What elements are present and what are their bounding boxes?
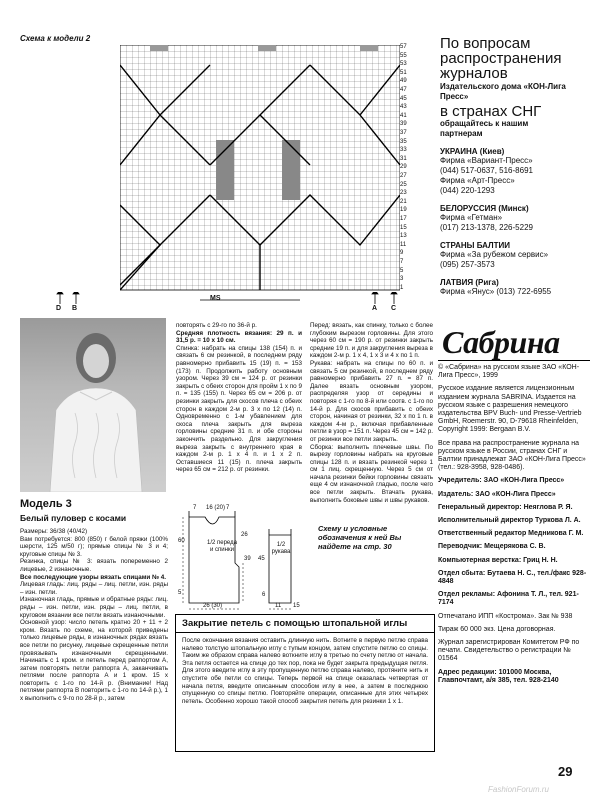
marker-d: D — [56, 305, 62, 312]
row-number: 7 — [400, 259, 404, 265]
imprint — [438, 364, 590, 690]
row-number: 29 — [400, 164, 407, 171]
dim-label: 26 (30) — [203, 603, 223, 609]
region-line: Фирма «Гетман» — [440, 213, 503, 222]
row-number: 35 — [400, 138, 407, 145]
row-number: 53 — [400, 61, 407, 68]
marker-c: C — [391, 305, 397, 312]
ad-cis: в странах СНГ — [440, 103, 542, 120]
row-number: 55 — [400, 52, 407, 59]
model-number: Модель 3 — [20, 498, 72, 510]
chart-row-numbers — [400, 44, 420, 294]
ad-publisher: Издательского дома «КОН-Лига Пресс» — [440, 82, 566, 101]
instructions-col-2 — [176, 322, 302, 474]
sabrina-logo: Сабрина — [442, 324, 560, 360]
diagram-note: Схему и условные обозначения к ней Вы найдете на стр. 30 — [318, 524, 402, 551]
region-line: Фирма «Арт-Пресс» — [440, 176, 515, 185]
dim-label: 26 — [241, 532, 248, 538]
imprint-line: Адрес редакции: 101000 Москва, Главпочтамт, а/я 385, тел. 928-2140 — [438, 668, 559, 684]
imprint-line: Компьютерная верстка: Гриц Н. Н. — [438, 556, 558, 564]
region-line: Фирма «За рубежом сервис» — [440, 250, 549, 259]
row-number: 37 — [400, 130, 407, 136]
region-line: Фирма «Янус» (013) 722-6955 — [440, 287, 552, 296]
row-number: 21 — [400, 198, 407, 205]
watermark: FashionForum.ru — [488, 785, 549, 794]
instruction-para: Вам потребуется: 800 (850) г белой пряжи (100% шерсти, 125 м/50 г); прямые спицы № 3 и 4; круговые спицы № 3. — [20, 535, 168, 558]
tip-box — [175, 614, 435, 752]
dim-label: 7 — [193, 505, 197, 511]
imprint-line: Журнал зарегистрирован Комитетом РФ по печати. Свидетельство о регистрации № 01564 — [438, 639, 580, 663]
region-title: ЛАТВИЯ (Рига) — [440, 278, 499, 287]
imprint-line: Тираж 60 000 экз. Цена договорная. — [438, 625, 556, 633]
row-number: 17 — [400, 216, 407, 222]
instruction-para: Основной узор: число петель кратно 20 + 11 + 2 кром. Вязать по схеме, на которой приведены только лицевые ряды, в изнаночных рядах вязать все петли по рисунку, лицевые скрещенные петли провязывать изнаночными скрещенными. Начинать с 1 кром. и петель перед раппортом А, затем повторять петли раппорта А, заканчивать петлями после раппорта А и 1 кром. 15 х повторить с 1-го по 14-й р. (Внимание! Над петлями раппорта В повторить с 1-го по 14-й р.), 1 х выполнить с 9-го по 28-й р., затем — [20, 619, 168, 703]
region-title: УКРАИНА (Киев) — [440, 147, 505, 156]
row-number: 9 — [400, 250, 404, 257]
marker-a: A — [372, 305, 378, 312]
dim-label: 5 — [178, 590, 182, 596]
instruction-para: Лицевая гладь: лиц. ряды – лиц. петли, изн. ряды – изн. петли. — [20, 581, 168, 596]
row-number: 27 — [400, 173, 407, 179]
instruction-para: Рукава: набрать на спицы по 60 п. и связать 5 см резинкой, в последнем ряду равномерно прибавить 27 п. = 87 п. Далее вязать основным узором, распределяя узор от середины и повторяя с 1-го по 8-й или соотв. с 1-го по 14-й р. Для скосов прибавить с обеих сторон, начиная от резинки, 32 х по 1 п. в каждом 4-м р., включая прибавленные петли в узор = 151 п. Через 45 см = 142 р. от резинки все петли закрыть. — [310, 359, 433, 443]
imprint-line: Отдел рекламы: Афонина Т. Л., тел. 921-7174 — [438, 591, 579, 607]
row-number: 5 — [400, 267, 404, 274]
sleeve-label: 1/2 рукава — [271, 542, 291, 556]
instruction-para: Сборка: выполнить плечевые швы. По вырезу горловины набрать на круговые спицы 128 п. и вязать резинкой через 1 см 1 лиц. скрещенную. Через 5 см от начала резинки бейки горловины связать еще 4 см изнаночной гладью, после чего все петли закрыть. Втачать рукава, выполнить боковые швы и швы рукавов. — [310, 443, 433, 504]
imprint-line: Исполнительный директор Туркова Л. А. — [438, 517, 581, 525]
ms-label: MS — [210, 295, 221, 302]
dim-label: 60 — [178, 538, 185, 544]
row-number: 47 — [400, 87, 407, 93]
imprint-line: Ответственный редактор Медникова Г. М. — [438, 530, 584, 538]
imprint-line: Переводчик: Мещерякова С. В. — [438, 543, 546, 551]
row-number: 45 — [400, 95, 407, 102]
model-title: Белый пуловер с косами — [20, 513, 127, 523]
imprint-line: Генеральный директор: Неяглова Р. Я. — [438, 503, 573, 511]
dim-label: 16 (20) — [206, 505, 226, 511]
row-number: 11 — [400, 241, 407, 248]
dim-label: 11 — [275, 603, 282, 609]
front-back-label: 1/2 переда и спинки — [207, 540, 237, 554]
region-line: (044) 220-1293 — [440, 186, 495, 195]
chart-title: Схема к модели 2 — [20, 34, 91, 43]
row-number: 43 — [400, 104, 407, 111]
instructions-col-1 — [20, 528, 168, 703]
row-number: 57 — [400, 44, 407, 50]
imprint-line: Отдел сбыта: Бутаева Н. С., тел./факс 928-4848 — [438, 569, 587, 586]
dim-label: 7 — [226, 505, 230, 511]
imprint-line: Издатель: ЗАО «КОН-Лига Пресс» — [438, 490, 556, 498]
logo-divider — [438, 360, 590, 361]
region-title: БЕЛОРУССИЯ (Минск) — [440, 204, 529, 213]
instructions-col-3 — [310, 322, 433, 504]
ad-heading: По вопросам распространения журналов — [440, 35, 562, 82]
tip-title: Закрытие петель с помощью штопальной иглы — [176, 615, 434, 633]
ad-contact: обращайтесь к нашим партнерам — [440, 119, 529, 138]
instruction-para: повторять с 29-го по 36-й р. — [176, 322, 257, 329]
instruction-para: Резинка, спицы № 3: вязать попеременно 2 лицевые, 2 изнаночные. — [20, 558, 168, 573]
region-line: (044) 517-0637, 516-8691 — [440, 166, 533, 175]
row-number: 15 — [400, 224, 407, 231]
row-number: 3 — [400, 276, 404, 283]
region-line: Фирма «Вариант-Пресс» — [440, 156, 533, 165]
imprint-line: © «Сабрина» на русском языке ЗАО «КОН-Лига Пресс», 1999 — [438, 364, 580, 380]
model-photo — [20, 318, 166, 492]
region-line: (095) 257-3573 — [440, 260, 495, 269]
chart-repeat-brackets — [40, 292, 420, 314]
imprint-line: Все права на распространение журнала на русском языке в России, странах СНГ и Балтии принадлежат ЗАО «КОН-Лига Пресс» (тел.: 928-3958, 928-0486). — [438, 439, 586, 472]
dim-label: 15 — [293, 603, 300, 609]
distribution-ad — [440, 36, 590, 297]
row-number: 19 — [400, 207, 407, 214]
instruction-para: Спинка: набрать на спицы 138 (154) п. и связать 6 см резинкой, в последнем ряду равномерно прибавить 15 (19) п. = 153 (173) п. Продолжить работу основным узором. Через 39 см = 124 р. от резинки закрыть с обеих сторон для пройм 1 х по 9 п. = 135 (155) п. Через 65 см = 206 р. от резинки закрыть для скосов плеча с обеих сторон в каждом 2-м р. 3 х по 12 (14) п. Одновременно с 1-м убавлением для скоса плеча закрыть для выреза горловины средние 31 п. и обе стороны закончить раздельно. Для закругления выреза закрыть с внутреннего края в каждом 2-м р. 1 х 4 п. и 1 х 2 п. Оставшиеся 11 (15) п. плеча закрыть через 65 см = 212 р. от резинки. — [176, 344, 302, 474]
tip-text: После окончания вязания оставить длинную нить. Вотните в первую петлю справа налево толстую штопальную иглу с тупым концом, затем спустите петлю со спицы. Таким же образом справа налево воткните иглу в третью по счету петлю от начала. Эта петля остается на спице до тех пор, пока не будет закрыта предыдущая петля. Для этого введите иглу в эту пропущенную петлю справа налево, протяните нить и спустите обе петли со спицы. Теперь первой на спице оказалась четвертая от начала петля, введите описанным способом иглу в нее, а затем в последнюю спущенную со спицы петлю. Повторяйте операции, описанные для этих четырех петель. Особенно хорошо такой способ закрытия петель для резинки 1 х 1. — [182, 637, 428, 705]
instruction-para: Размеры: 36/38 (40/42) — [20, 528, 88, 535]
dim-label: 39 — [244, 556, 251, 562]
row-number: 51 — [400, 69, 407, 76]
row-number: 49 — [400, 78, 407, 85]
row-number: 33 — [400, 147, 407, 154]
imprint-line: Русское издание является лицензионным изданием журнала SABRINA. Издается на русском языке с разрешения немецкого издательства BPV Buch- und Presse-Vertrieb GmbH, Roemerstr. 90, D-79618 Rheinfelden, Copyright 1999: Bergaan B.V. — [438, 385, 582, 434]
row-number: 25 — [400, 181, 407, 188]
instruction-para: Все последующие узоры вязать спицами № 4. — [20, 573, 167, 581]
instruction-para: Изнаночная гладь, прямые и обратные ряды: лиц. ряды – изн. петли, изн. ряды – лиц. петли, в круговом вязании все петли вязать изнаночными. — [20, 596, 168, 619]
row-number: 31 — [400, 155, 407, 162]
marker-b: B — [72, 305, 78, 312]
instruction-para: Средняя плотность вязания: 29 п. и 31,5 р. = 10 х 10 см. — [176, 329, 302, 345]
region-line: (017) 213-1378, 226-5229 — [440, 223, 533, 232]
row-number: 13 — [400, 233, 407, 240]
knitting-chart — [120, 45, 400, 295]
row-number: 41 — [400, 112, 407, 119]
row-number: 1 — [400, 284, 404, 291]
row-number: 39 — [400, 121, 407, 128]
instruction-para: Перед: вязать, как спинку, только с более глубоким вырезом горловины. Для этого через 60 см = 190 р. от резинки закрыть средние 19 п. и для закругления выреза в каждом 2-м р. 1 х 4, 1 х 3 и 4 х по 1 п. — [310, 322, 433, 360]
page-number: 29 — [558, 764, 573, 779]
dim-label: 6 — [262, 592, 266, 598]
imprint-line: Учредитель: ЗАО «КОН-Лига Пресс» — [438, 477, 565, 485]
row-number: 23 — [400, 190, 407, 197]
region-title: СТРАНЫ БАЛТИИ — [440, 241, 511, 250]
imprint-line: Отпечатано ИПП «Кострома». Зак № 938 — [438, 612, 573, 620]
dim-label: 45 — [258, 556, 265, 562]
